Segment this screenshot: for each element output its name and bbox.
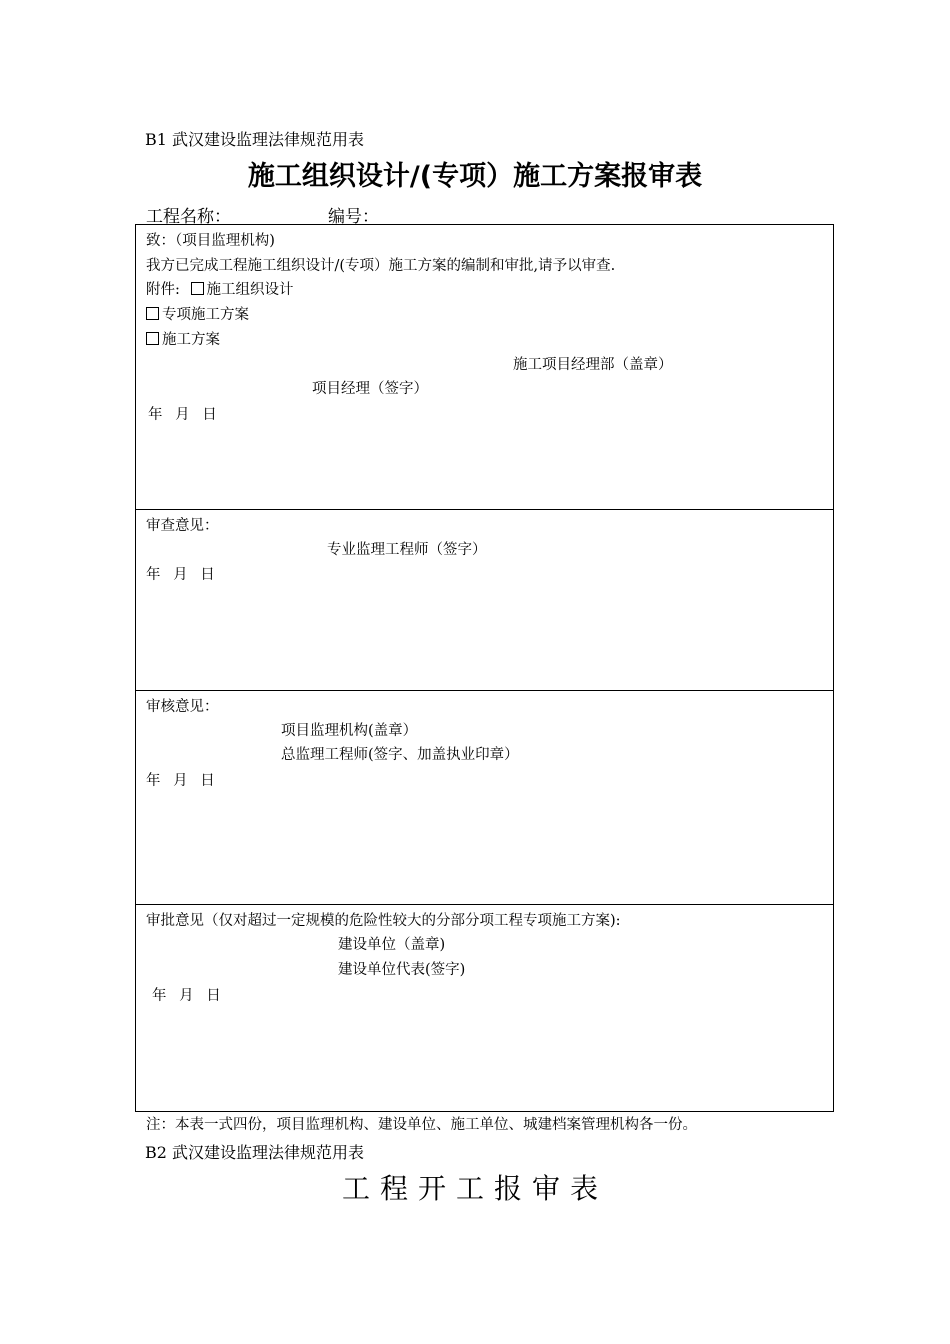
attachment-row xyxy=(146,278,294,299)
manager-signature: 项目经理（签字） xyxy=(312,381,428,397)
date-line: 年 月 日 xyxy=(148,407,217,423)
attachment-option-row xyxy=(146,328,220,349)
review-form-table xyxy=(135,224,834,1112)
addressee: 致：（项目监理机构) xyxy=(146,233,275,249)
submission-statement: 我方已完成工程施工组织设计/(专项）施工方案的编制和审批,请予以审查. xyxy=(146,258,616,274)
approval-opinion-label: 审批意见（仅对超过一定规模的危险性较大的分部分项工程专项施工方案): xyxy=(146,913,621,929)
footnote: 注：本表一式四份，项目监理机构、建设单位、施工单位、城建档案管理机构各一份。 xyxy=(146,1117,697,1133)
department-stamp: 施工项目经理部（盖章） xyxy=(513,357,673,373)
number-label: 编号： xyxy=(328,207,379,227)
next-form-title: 工程开工报审表 xyxy=(341,1172,608,1205)
date-line: 年 月 日 xyxy=(152,988,221,1004)
client-representative-signature: 建设单位代表(签字) xyxy=(338,962,466,978)
attachment-option-row xyxy=(146,303,249,324)
page-title: 施工组织设计/(专项）施工方案报审表 xyxy=(247,161,703,192)
checkbox-special-plan[interactable] xyxy=(146,307,159,320)
checkbox-construction-plan[interactable] xyxy=(146,332,159,345)
chief-engineer-signature: 总监理工程师(签字、加盖执业印章） xyxy=(281,747,519,763)
date-line: 年 月 日 xyxy=(146,773,215,789)
form-code: B1 武汉建设监理法律规范用表 xyxy=(145,130,365,149)
attachment-label: 附件: xyxy=(146,282,180,298)
option-construction-plan: 施工方案 xyxy=(162,332,220,348)
engineer-signature: 专业监理工程师（签字） xyxy=(327,542,487,558)
audit-opinion-label: 审核意见： xyxy=(146,699,219,715)
approval-section xyxy=(136,904,833,1111)
next-form-code: B2 武汉建设监理法律规范用表 xyxy=(145,1143,365,1162)
option-special-plan: 专项施工方案 xyxy=(162,307,249,323)
client-stamp: 建设单位（盖章) xyxy=(338,937,446,953)
date-line: 年 月 日 xyxy=(146,567,215,583)
checkbox-construction-design[interactable] xyxy=(191,282,204,295)
submission-section xyxy=(136,225,833,509)
project-name-label: 工程名称： xyxy=(146,207,231,227)
review-opinion-label: 审查意见： xyxy=(146,518,219,534)
option-construction-design: 施工组织设计 xyxy=(206,282,294,298)
audit-section xyxy=(136,690,833,904)
review-section xyxy=(136,509,833,690)
supervision-stamp: 项目监理机构(盖章） xyxy=(281,723,418,739)
